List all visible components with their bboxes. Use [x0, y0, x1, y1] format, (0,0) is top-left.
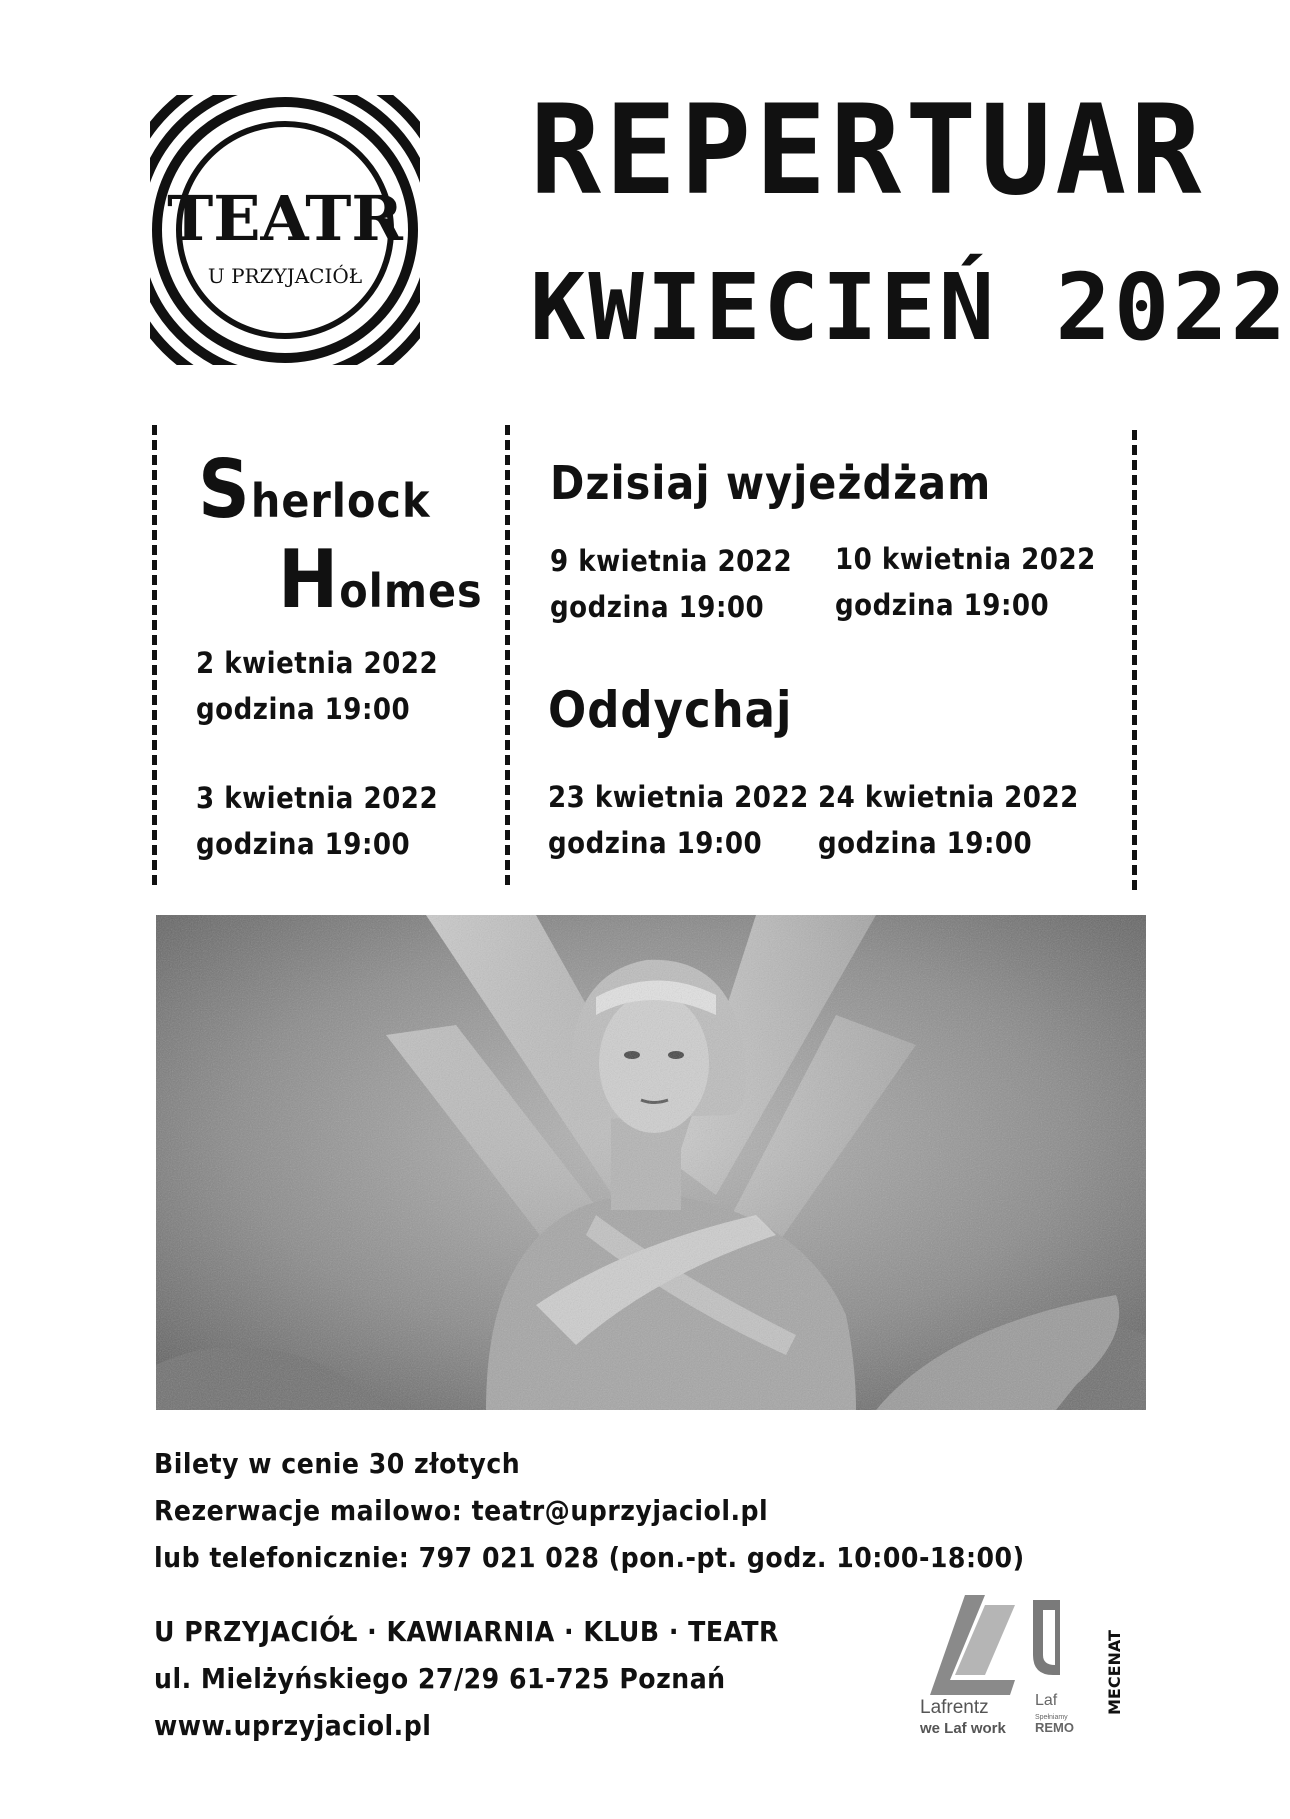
show-date-block [548, 774, 809, 867]
show-title-sherlock-line1 [198, 443, 431, 536]
divider-middle [505, 425, 510, 885]
show-date: 2 kwietnia 2022 [196, 646, 439, 680]
reservation-email: Rezerwacje mailowo: teatr@uprzyjaciol.pl [154, 1494, 769, 1527]
divider-right [1132, 430, 1137, 890]
show-date-block [818, 774, 1079, 867]
title-rest: olmes [339, 564, 483, 618]
venue-website[interactable]: www.uprzyjaciol.pl [154, 1709, 432, 1742]
show-time: godzina 19:00 [548, 826, 763, 861]
show-date: 10 kwietnia 2022 [835, 542, 1096, 576]
show-date-block [550, 538, 792, 631]
sponsor-brand2: Laf [1035, 1692, 1058, 1709]
logo-line1: TEATR [167, 182, 403, 255]
show-title-dzisiaj: Dzisiaj wyjeżdżam [550, 456, 992, 510]
show-date: 3 kwietnia 2022 [196, 781, 439, 815]
title-initial: S [198, 443, 251, 536]
show-title-sherlock-line2 [278, 533, 483, 626]
tickets-price: Bilety w cenie 30 złotych [154, 1447, 521, 1480]
sponsor-label: MECENAT [1105, 1630, 1124, 1715]
sponsor-tagline: we Laf work [920, 1720, 1006, 1735]
reservation-phone: lub telefonicznie: 797 021 028 (pon.-pt. godz. 10:00-18:00) [154, 1541, 1025, 1574]
logo-line2: U PRZYJACIÓŁ [207, 264, 363, 288]
venue-address: ul. Mielżyńskiego 27/29 61-725 Poznań [154, 1662, 726, 1695]
title-rest: herlock [250, 474, 431, 528]
sponsor-brand: Lafrentz [920, 1697, 989, 1718]
divider-left [152, 425, 157, 885]
show-time: godzina 19:00 [196, 692, 411, 727]
show-title-oddychaj: Oddychaj [548, 681, 793, 739]
show-date: 24 kwietnia 2022 [818, 780, 1079, 814]
page-title: REPERTUAR [530, 77, 1206, 223]
sponsor-small2: REMO [1035, 1720, 1074, 1735]
sponsor-logo [915, 1595, 1135, 1735]
show-date-block [196, 775, 438, 868]
show-time: godzina 19:00 [196, 827, 411, 862]
venue-name: U PRZYJACIÓŁ · KAWIARNIA · KLUB · TEATR [154, 1615, 779, 1648]
show-time: godzina 19:00 [550, 590, 765, 625]
show-date-block [835, 536, 1096, 629]
theatre-logo [150, 95, 420, 365]
show-date: 23 kwietnia 2022 [548, 780, 809, 814]
performance-photo [156, 915, 1146, 1410]
show-time: godzina 19:00 [818, 826, 1033, 861]
show-time: godzina 19:00 [835, 588, 1050, 623]
show-date-block [196, 640, 438, 733]
show-date: 9 kwietnia 2022 [550, 544, 793, 578]
title-initial: H [278, 533, 340, 626]
page-subtitle: KWIECIEŃ 2022 [530, 254, 1290, 361]
sponsor-small: Spełniamy [1035, 1714, 1068, 1721]
